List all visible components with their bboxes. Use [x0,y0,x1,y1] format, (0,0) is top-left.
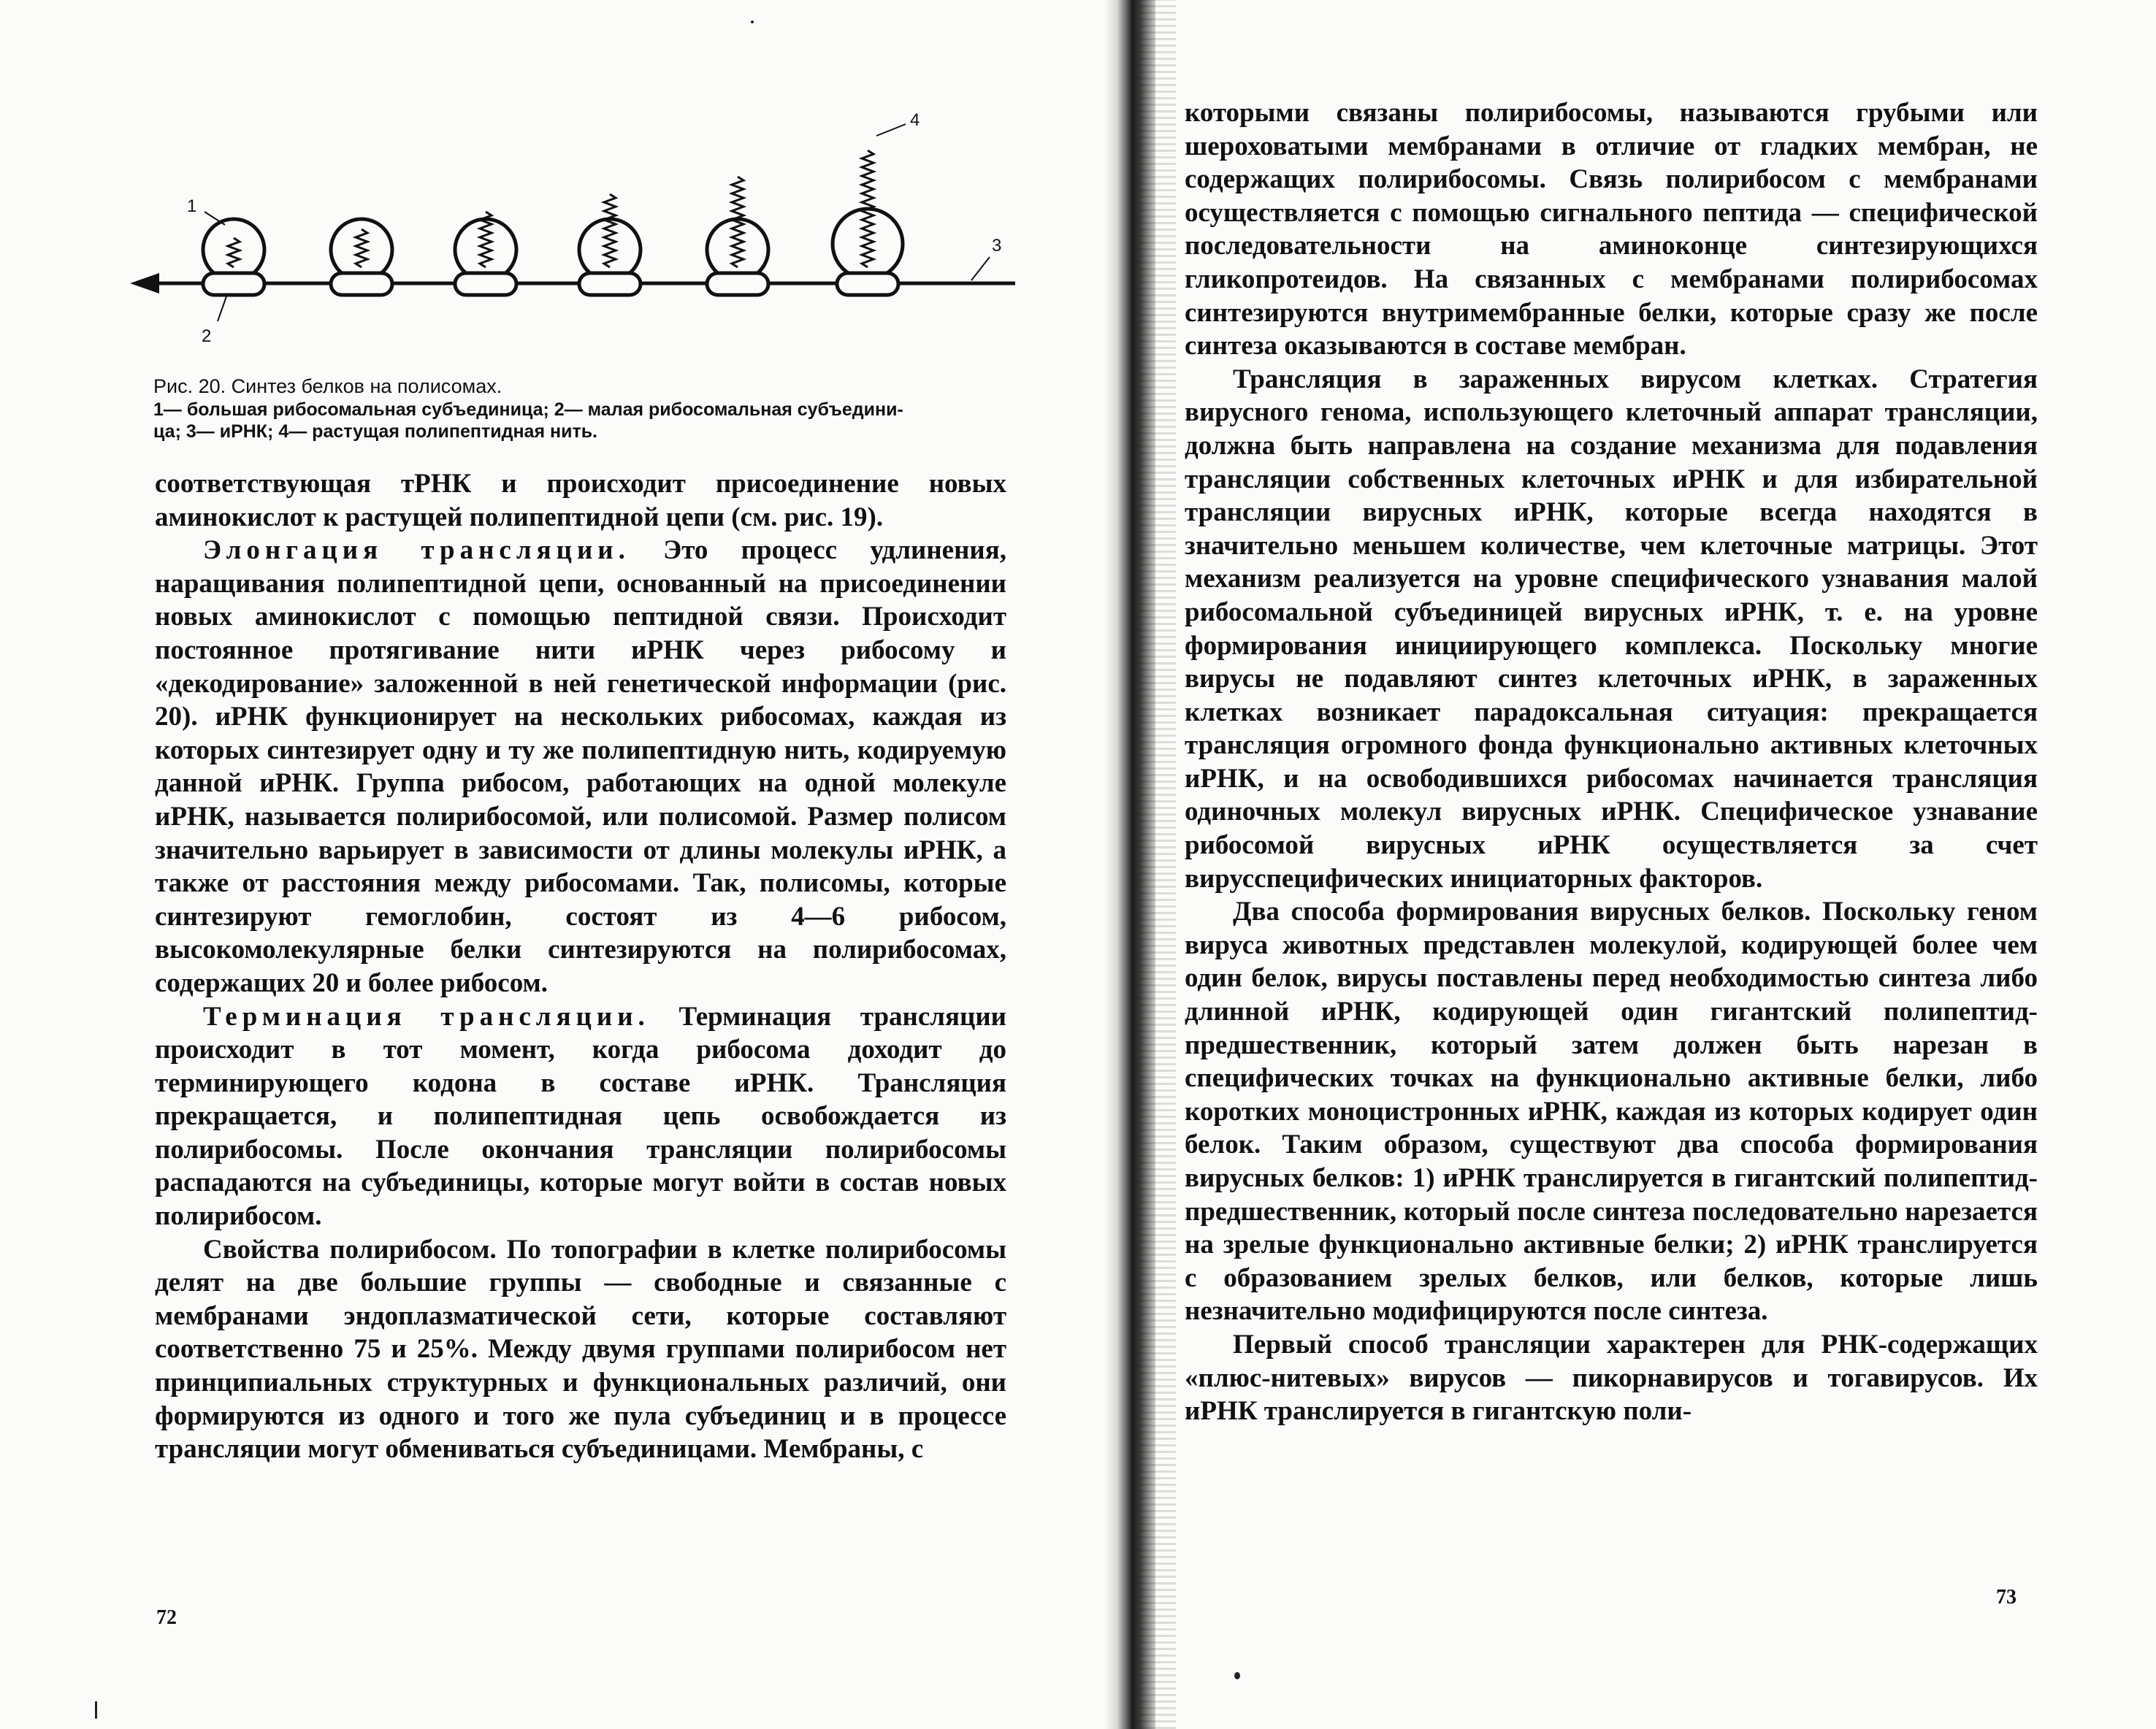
page-number-right: 73 [1996,1586,2017,1609]
label-polypeptide: 4 [910,110,920,130]
ribosome-4 [579,194,641,295]
polypeptide-chain [604,194,616,267]
heading-polyribosome-properties: Свойства полирибосом. [203,1234,497,1265]
label-large-subunit: 1 [187,196,197,216]
small-subunit [331,273,392,295]
ribosome-3 [455,212,516,295]
caption-legend-line-1: 1— большая рибосомальная субъединица; 2— малая рибосомальная субъедини- [153,399,903,420]
text-elongation: Это процесс удлинения, наращивания полипептидной цепи, основанный на присоединении новых аминокислот с помощью пептидной связи. Происходит постоянное протягивание нити иРНК через рибосому и «декодирование» заложенной в ней генетической информации (рис. 20). иРНК функционирует на нескольких рибосомах, каждая из которых синтезирует одну и ту же полипептидную нить, кодируемую данной иРНК. Группа рибосом, работающих на одной молекуле иРНК, называется полирибосомой, или полисомой. Размер полисом значительно варьирует в зависимости от длины молекулы иРНК, а также от расстояния между рибосомами. Так, полисомы, которые синтезируют гемоглобин, состоят из 4—6 рибосом, высокомолекулярные белки синтезируются на полирибосомах, содержащих 20 и более рибосом. [155,535,1006,998]
small-subunit [203,273,264,295]
heading-elongation: Элонгация трансляции. [203,535,630,566]
leader-line-1 [204,212,225,225]
scan-speck [1234,1672,1240,1679]
large-subunit [331,219,392,280]
small-subunit [455,273,516,295]
ribosome-1 [203,219,264,295]
polypeptide-chain [356,229,367,267]
heading-virus-translation: Трансляция в зараженных вирусом клетках. [1233,364,1878,394]
caption-legend-line-2: ца; 3— иРНК; 4— растущая полипептидная нить. [153,421,598,442]
left-column-text [155,467,1006,1466]
ribosome-2 [331,219,392,295]
large-subunit [203,219,264,280]
caption-title: Рис. 20. Синтез белков на полисомах. [153,375,502,397]
right-column-text [1185,96,2038,1428]
paragraph-membranes: которыми связаны полирибосомы, называются грубыми или шероховатыми мембранами в отличие от гладких мембран, не содержащих полирибосомы. Связь полирибосом с мембранами осуществляется с помощью сигнального пептида — специфической последовательности на аминоконце синтезирующихся гликопротеидов. На связанных с мембранами полирибосомах синтезируются внутримембранные белки, которые сразу же после синтеза оказываются в составе мембран. [1185,98,2038,361]
figure-caption [153,374,1008,442]
scan-speck [751,20,754,23]
label-small-subunit: 2 [202,326,212,346]
polypeptide-chain [732,177,743,267]
text-virus-translation: Стратегия вирусного генома, использующего клеточный аппарат трансляции, должна быть направлена на создание механизма для подавления трансляции собственных клеточных иРНК и для избирательной трансляции вирусных иРНК, которые всегда находятся в значительно меньшем количестве, чем клеточные матрицы. Этот механизм реализуется на уровне специфического узнавания малой рибосомальной субъединицей вирусных иРНК, т. е. на уровне формирования инициирующего комплекса. Поскольку многие вирусы не подавляют синтез клеточных иРНК, в зараженных клетках возникает парадоксальная ситуация: прекращается трансляция огромного фонда функционально активных клеточных иРНК, и на освободившихся рибосомах начинается трансляция одиночных молекул вирусных иРНК. Специфическое узнавание рибосомой вирусных иРНК осуществляется за счет вирусспецифических инициаторных факторов. [1185,364,2038,894]
leader-line-3 [971,257,990,280]
small-subunit [579,273,641,295]
heading-termination: Терминация трансляции. [203,1001,650,1032]
paragraph-two-methods [1185,895,2038,1328]
heading-two-methods: Два способа формирования вирусных белков. [1233,897,1811,927]
large-subunit [579,219,641,280]
scan-speck [95,1701,97,1719]
paragraph-elongation [155,534,1006,1000]
paragraph-termination [155,1000,1006,1233]
page-number-left: 72 [156,1606,177,1629]
leader-line-4 [876,124,906,136]
small-subunit [837,273,898,295]
text-polyribosome-properties: По топографии в клетке полирибосомы делят на две большие группы — свободные и связанные с мембранами эндоплазматической сети, которые составляют соответственно 75 и 25%. Между двумя группами полирибосом нет принципиальных структурных и функциональных различий, они формируются из одного и того же пула субъединиц и в процессе трансляции могут обмениваться субъединицами. Мембраны, с [155,1234,1006,1465]
large-subunit [455,219,516,280]
paragraph-polyribosome-properties [155,1233,1006,1466]
text-two-methods: Поскольку геном вируса животных представлен молекулой, кодирующей более чем один белок, вирусы поставлены перед необходимостью синтеза либо длинной иРНК, кодирующей один гигантский полипептид-предшественник, который затем должен быть нарезан в специфических точках на функционально активные белки, либо коротких моноцистронных иРНК, каждая из которых кодирует один белок. Таким образом, существуют два способа формирования вирусных белков: 1) иРНК транслируется в гигантский полипептид-предшественник, который после синтеза последовательно нарезается на зрелые функционально активные белки; 2) иРНК транслируется с образованием зрелых белков, или белков, которые лишь незначительно модифицируются после синтеза. [1185,897,2038,1327]
ribosome-5 [707,177,768,295]
large-subunit [707,219,768,280]
polypeptide-chain [228,238,240,267]
mrna-arrowhead [130,273,159,294]
ribosome-6 [833,150,903,295]
paragraph-virus-translation [1185,363,2038,896]
polysome-figure [124,102,1037,365]
label-mrna: 3 [992,236,1002,256]
leader-line-2 [218,296,226,321]
paragraph-first-method: Первый способ трансляции характерен для РНК-содержащих «плюс-нитевых» вирусов — пикорнавирусов и тогавирусов. Их иРНК транслируется в гигантскую поли- [1185,1329,2038,1427]
paragraph-continuation: соответствующая тРНК и происходит присоединение новых аминокислот к растущей полипептидной цепи (см. рис. 19). [155,469,1006,532]
polysome-diagram [124,102,1037,365]
text-termination: Терминация трансляции происходит в тот момент, когда рибосома доходит до терминирующего кодона в составе иРНК. Трансляция прекращается, и полипептидная цепь освобождается из полирибосомы. После окончания трансляции полирибосомы распадаются на субъединицы, которые могут войти в состав новых полирибосом. [155,1001,1006,1232]
small-subunit [707,273,768,295]
spine-shadow [1139,0,1176,1729]
